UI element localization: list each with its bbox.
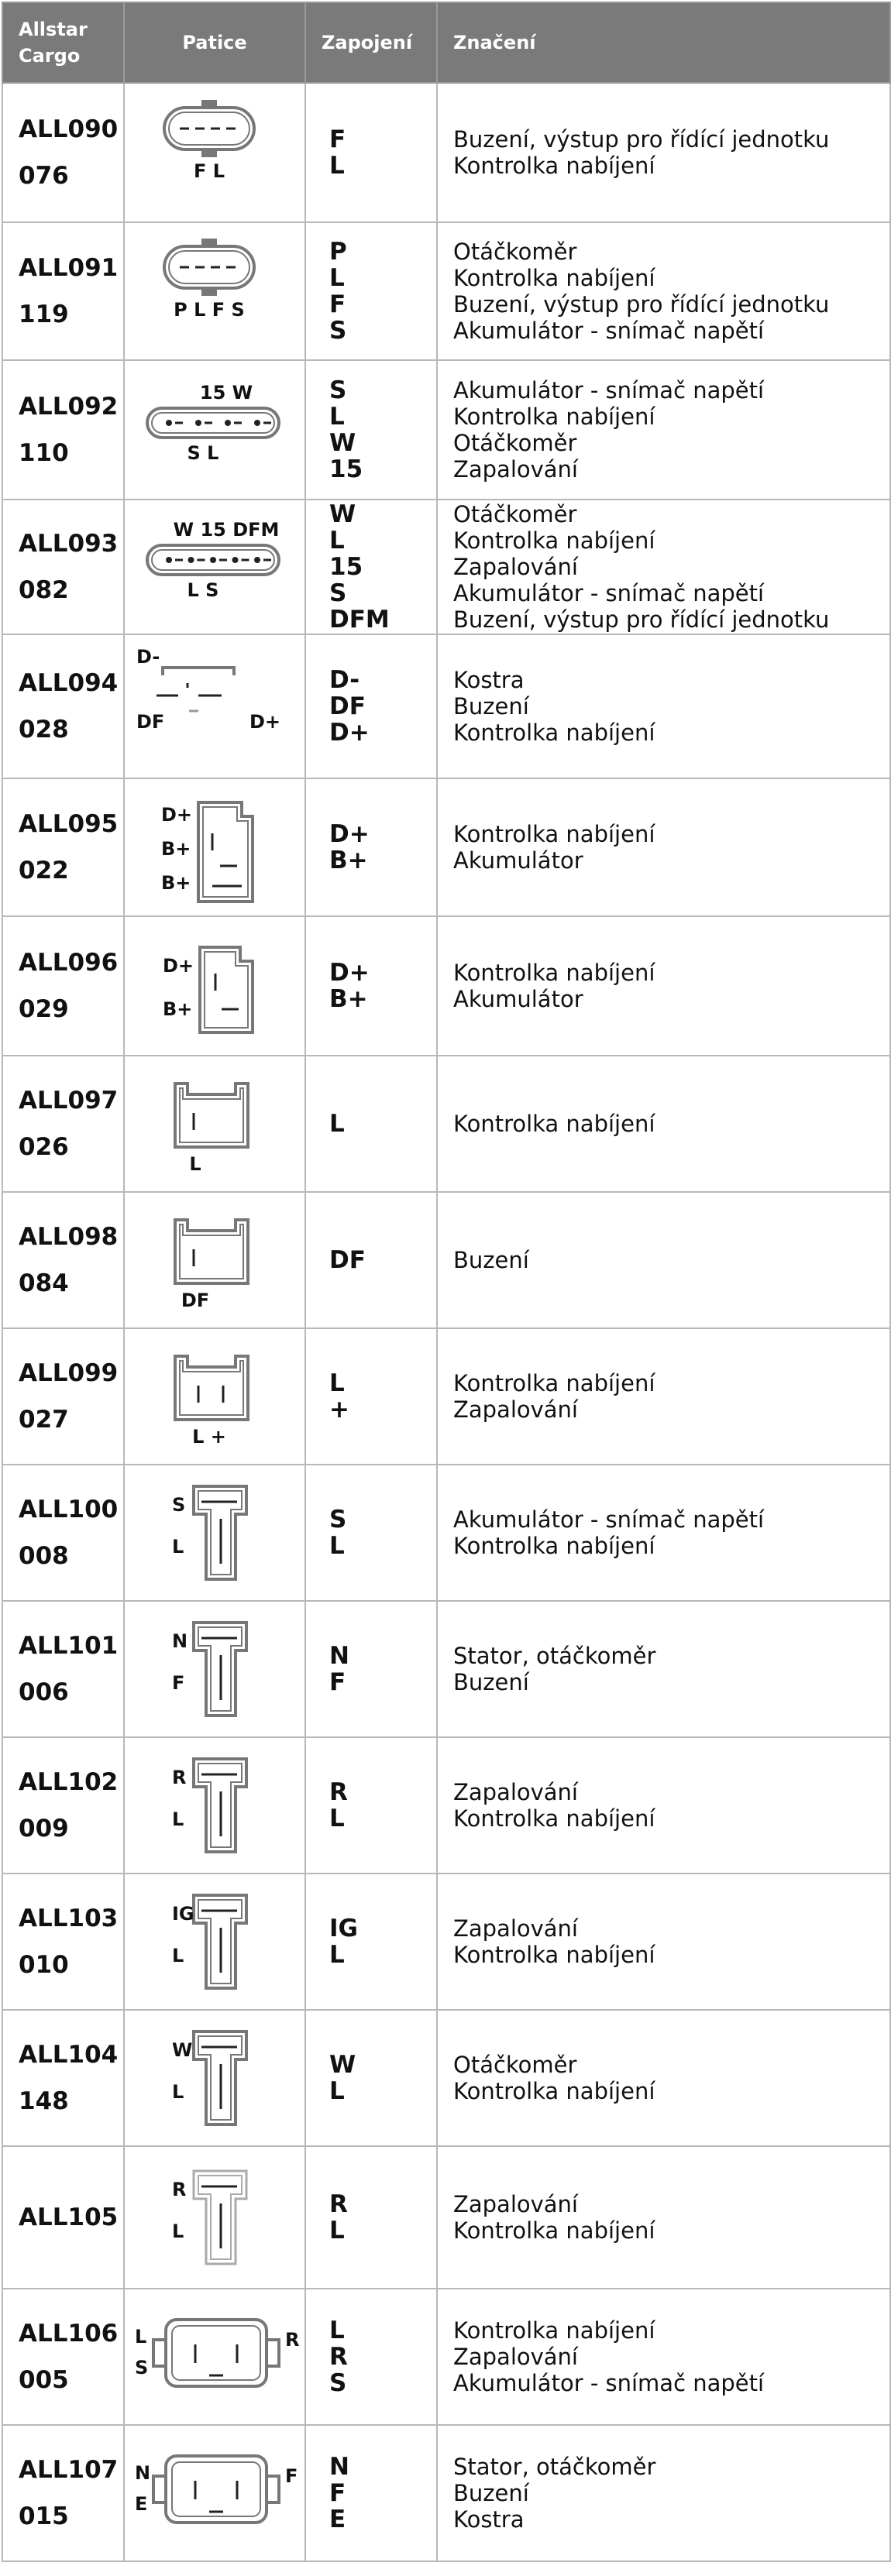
pin-meaning-line: Otáčkoměr [453,430,577,456]
part-code [2,2010,124,2146]
pin-wiring [305,634,437,778]
pin-meaning-line: Kontrolka nabíjení [453,1370,655,1396]
pin-code: R [329,2343,348,2371]
plug-pin-label: R [285,2329,300,2351]
pin-wiring [305,2425,437,2561]
connector-icon [126,1471,304,1595]
pin-code: D+ [329,719,370,747]
plug-pin-label: S L [187,442,219,464]
pin-meaning-line: Kontrolka nabíjení [453,1533,655,1559]
pin-meaning-line: Otáčkoměr [453,501,577,527]
plug-diagram [124,222,305,360]
table-row [2,2289,890,2425]
part-code-line: ALL096 [19,949,119,977]
part-code [2,1328,124,1465]
pin-code: L [329,264,345,292]
pin-code: 15 [329,553,363,581]
pin-meaning [437,2146,890,2289]
pin-meaning-line: Kontrolka nabíjení [453,1111,655,1137]
connector-icon [126,785,304,909]
plug-pin-label: B+ [161,838,191,860]
pin-meaning [437,778,890,916]
part-code-line: 028 [19,716,69,744]
plug-pin-label: P L F S [174,299,245,321]
plug-pin-label: L [135,2326,147,2348]
part-code-line: 084 [19,1269,69,1297]
pin-wiring [305,83,437,222]
pin-wiring [305,1737,437,1874]
plug-pin-label: L S [187,579,219,601]
pin-meaning-line: Akumulátor - snímač napětí [453,2370,765,2396]
pin-code: 15 [329,455,363,483]
table-row [2,2010,890,2146]
connector-outline [153,2456,279,2523]
pin-meaning-line: Buzení, výstup pro řídící jednotku [453,291,830,318]
connector-outline [194,1486,246,1579]
pin-code: W [329,2051,356,2079]
part-code [2,2425,124,2561]
plug-pin-label: D+ [161,804,193,826]
connector-icon [126,91,304,215]
pin-meaning-line: Kostra [453,667,525,693]
pin-meaning-line: Kontrolka nabíjení [453,527,655,554]
plug-pin-label: L [172,1808,184,1830]
pin-code: W [329,500,356,528]
part-code [2,2146,124,2289]
plug-pin-label: S [172,1494,186,1516]
part-code-line: ALL104 [19,2041,119,2069]
part-code-line: 027 [19,1406,69,1434]
plug-diagram [124,778,305,916]
part-code-line: 029 [19,995,69,1023]
pin-code: L [329,2217,345,2245]
connector-outline [194,1759,246,1852]
part-code-line: 119 [19,301,69,328]
pin-meaning-line: Akumulátor [453,986,583,1012]
part-code-line: ALL099 [19,1359,119,1387]
part-code-line: 022 [19,857,69,884]
pin-meaning-line: Zapalování [453,456,578,483]
part-code [2,1874,124,2010]
part-code-line: ALL090 [19,115,119,143]
pin-wiring [305,222,437,360]
connector-icon [126,2295,304,2419]
pin-code: F [329,125,346,153]
part-code-line: 010 [19,1951,69,1979]
pin-code: L [329,1805,345,1832]
connector-icon [126,505,304,629]
pin-meaning-line: Kontrolka nabíjení [453,720,655,746]
connector-outline [175,1356,248,1420]
pin-meaning-line: Buzení [453,1247,529,1273]
connector-icon [126,2016,304,2140]
part-code [2,1737,124,1874]
pin-wiring [305,916,437,1056]
part-code-line: ALL091 [19,254,119,282]
plug-diagram [124,916,305,1056]
plug-pin-label: L [172,2081,184,2103]
pin-meaning-line: Buzení, výstup pro řídící jednotku [453,126,830,153]
pin-meaning [437,1465,890,1601]
part-code [2,360,124,500]
connector-outline [164,240,254,294]
pin-meaning-line: Akumulátor - snímač napětí [453,1506,765,1533]
pin-wiring [305,1328,437,1465]
plug-pin-label: L [172,1536,184,1558]
pin-code: S [329,1506,347,1534]
plug-pin-label: N [135,2462,151,2484]
pin-meaning [437,1601,890,1737]
alternator-plug-table [2,2,891,2562]
part-code-line: 015 [19,2502,69,2530]
table-row [2,360,890,500]
plug-diagram [124,1465,305,1601]
pin-code: D+ [329,959,370,987]
pin-meaning-line: Kontrolka nabíjení [453,821,655,847]
pin-wiring [305,2289,437,2425]
header-plug: Patice [124,2,305,83]
pin-meaning [437,500,890,634]
connector-outline [194,2032,246,2124]
pin-meaning-line: Kontrolka nabíjení [453,2217,655,2244]
part-code-line: 008 [19,1542,69,1570]
plug-diagram [124,360,305,500]
pin-code: R [329,1778,348,1806]
connector-icon [126,1880,304,2004]
plug-pin-label: F [285,2465,298,2487]
table-row [2,1192,890,1328]
connector-icon [126,2155,304,2279]
connector-outline [164,101,254,156]
pin-meaning-line: Zapalování [453,1396,578,1423]
connector-outline [175,1084,248,1147]
connector-outline [194,1623,246,1716]
part-code-line: 076 [19,162,69,190]
pin-wiring [305,2146,437,2289]
pin-meaning [437,2010,890,2146]
pin-code: L [329,1532,345,1560]
pin-code: IG [329,1915,358,1942]
table-row [2,1737,890,1874]
table-row [2,778,890,916]
plug-diagram [124,1328,305,1465]
pin-code: P [329,238,347,266]
pin-wiring [305,1874,437,2010]
part-code-line: ALL093 [19,530,119,558]
table-row [2,2425,890,2561]
plug-pin-label: R [172,2179,187,2200]
plug-pin-label: N [172,1630,188,1652]
part-code-line: ALL105 [19,2203,119,2231]
pin-meaning-line: Akumulátor - snímač napětí [453,318,765,344]
plug-pin-label: D+ [163,955,194,977]
pin-code: L [329,152,345,180]
pin-meaning-line: Zapalování [453,2344,578,2370]
table-row [2,1328,890,1465]
pin-meaning [437,2425,890,2561]
part-code-line: ALL092 [19,393,119,421]
pin-meaning [437,222,890,360]
plug-pin-label: F [172,1672,185,1694]
part-code-line: ALL098 [19,1223,119,1251]
connector-outline [194,1895,246,1988]
part-code-line: 148 [19,2087,69,2115]
pin-code: L [329,1110,345,1138]
table-row [2,222,890,360]
pin-meaning-line: Akumulátor - snímač napětí [453,377,765,404]
pin-code: B+ [329,985,368,1013]
table-row [2,2146,890,2289]
pin-meaning-line: Buzení [453,1669,529,1695]
pin-meaning-line: Zapalování [453,2191,578,2217]
part-code [2,1465,124,1601]
pin-code: W [329,429,356,457]
table-row [2,634,890,778]
part-code-line: ALL095 [19,810,119,838]
part-code-line: 009 [19,1815,69,1843]
table-row [2,1465,890,1601]
pin-code: L [329,1941,345,1969]
pin-code: S [329,317,347,345]
part-code [2,2289,124,2425]
plug-pin-label: W [172,2039,193,2061]
pin-meaning-line: Otáčkoměr [453,2052,577,2078]
connector-outline [198,802,253,902]
pin-meaning-line: Stator, otáčkoměr [453,1643,656,1669]
plug-diagram [124,2010,305,2146]
pin-meaning [437,360,890,500]
connector-icon [126,1062,304,1186]
header-row [2,2,890,83]
connector-outline [147,408,279,438]
pin-code: R [329,2190,348,2218]
plug-pin-label: B+ [163,998,193,1020]
pin-code: D+ [329,820,370,848]
plug-diagram [124,2289,305,2425]
plug-diagram [124,500,305,634]
table-row [2,500,890,634]
pin-code: B+ [329,847,368,874]
pin-wiring [305,360,437,500]
plug-pin-label: W 15 DFM [173,519,280,541]
connector-outline [175,1220,248,1283]
part-code-line: ALL094 [19,669,119,697]
connector-icon [126,924,304,1048]
plug-diagram [124,1737,305,1874]
pin-meaning-line: Otáčkoměr [453,239,577,265]
pin-meaning [437,2289,890,2425]
part-code [2,1192,124,1328]
part-code-line: ALL103 [19,1905,119,1932]
part-code-line: ALL100 [19,1496,119,1523]
connector-icon [126,644,304,768]
plug-pin-label: L [172,1945,184,1966]
pin-wiring [305,1056,437,1192]
pin-code: L [329,527,345,555]
pin-code: E [329,2506,346,2533]
plug-pin-label: S [135,2357,149,2379]
pin-code: DFM [329,606,390,634]
connector-icon [126,2431,304,2555]
connector-outline [194,2171,246,2264]
pin-meaning-line: Buzení [453,693,529,720]
pin-wiring [305,2010,437,2146]
pin-code: N [329,2453,349,2481]
pin-meaning-line: Kontrolka nabíjení [453,2317,655,2344]
table-row [2,1601,890,1737]
part-code [2,83,124,222]
part-code [2,778,124,916]
plug-pin-label: D- [136,646,160,668]
part-code-line: 026 [19,1133,69,1161]
pin-meaning [437,1737,890,1874]
table-row [2,1056,890,1192]
part-code [2,222,124,360]
pin-code: S [329,376,347,404]
pin-meaning [437,1056,890,1192]
connector-icon [126,368,304,492]
connector-icon [126,1334,304,1458]
pin-wiring [305,1601,437,1737]
pin-code: S [329,2369,347,2397]
connector-outline [147,545,279,575]
plug-pin-label: R [172,1767,187,1788]
pin-meaning-line: Kontrolka nabíjení [453,404,655,430]
header-code: Allstar Cargo [2,2,124,83]
table-row [2,83,890,222]
pin-code: F [329,290,346,318]
pin-meaning-line: Buzení, výstup pro řídící jednotku [453,606,830,633]
plug-diagram [124,1192,305,1328]
pin-code: DF [329,1246,366,1274]
plug-pin-label: L [189,1153,201,1175]
pin-meaning-line: Akumulátor - snímač napětí [453,580,765,606]
pin-wiring [305,1192,437,1328]
pin-meaning-line: Buzení [453,2480,529,2506]
pin-code: S [329,579,347,607]
part-code-line: 082 [19,576,69,604]
part-code-line: 006 [19,1678,69,1706]
pin-meaning-line: Kontrolka nabíjení [453,2078,655,2104]
plug-diagram [124,634,305,778]
pin-meaning [437,1328,890,1465]
connector-outline [157,668,234,711]
pin-meaning-line: Kontrolka nabíjení [453,960,655,986]
plug-diagram [124,1056,305,1192]
pin-meaning-line: Zapalování [453,554,578,580]
pin-meaning-line: Kontrolka nabíjení [453,153,655,179]
part-code-line: ALL107 [19,2456,119,2484]
pin-wiring [305,1465,437,1601]
connector-outline [200,947,253,1032]
pin-meaning [437,916,890,1056]
connector-icon [126,229,304,353]
table-row [2,916,890,1056]
part-code [2,500,124,634]
pin-meaning-line: Stator, otáčkoměr [453,2454,656,2480]
plug-pin-label: D+ [249,711,281,733]
pin-meaning-line: Zapalování [453,1779,578,1805]
pin-meaning [437,1874,890,2010]
part-code-line: 005 [19,2366,69,2394]
plug-pin-label: IG [172,1903,194,1925]
part-code-line: ALL106 [19,2320,119,2348]
pin-code: L [329,2317,345,2344]
header-wiring: Zapojení [305,2,437,83]
header-meaning: Značení [437,2,890,83]
connector-icon [126,1607,304,1731]
pin-code: F [329,2479,346,2507]
pin-meaning [437,634,890,778]
plug-pin-label: F L [193,160,225,182]
table-row [2,1874,890,2010]
plug-diagram [124,1601,305,1737]
pin-code: + [329,1396,349,1424]
plug-pin-label: L + [192,1426,226,1448]
plug-diagram [124,2425,305,2561]
plug-diagram [124,83,305,222]
plug-pin-label: 15 W [199,382,253,404]
plug-diagram [124,2146,305,2289]
part-code-line: ALL102 [19,1768,119,1796]
pin-meaning-line: Akumulátor [453,847,583,874]
pin-code: L [329,2077,345,2105]
plug-pin-label: DF [136,711,165,733]
pin-code: N [329,1642,349,1670]
connector-outline [153,2320,279,2386]
pin-meaning-line: Kontrolka nabíjení [453,1942,655,1968]
part-code [2,916,124,1056]
part-code-line: ALL097 [19,1087,119,1115]
plug-pin-label: E [135,2493,148,2515]
pin-code: D- [329,666,360,694]
plug-pin-label: B+ [161,872,191,894]
part-code [2,1601,124,1737]
connector-icon [126,1198,304,1322]
part-code-line: 110 [19,439,69,467]
pin-code: F [329,1668,346,1696]
plug-diagram [124,1874,305,2010]
connector-icon [126,1743,304,1867]
pin-meaning-line: Kontrolka nabíjení [453,1805,655,1832]
pin-code: L [329,403,345,431]
pin-meaning-line: Kostra [453,2506,525,2533]
pin-meaning [437,83,890,222]
pin-wiring [305,500,437,634]
pin-meaning [437,1192,890,1328]
pin-code: DF [329,692,366,720]
pin-meaning-line: Zapalování [453,1915,578,1942]
plug-pin-label: DF [181,1290,210,1311]
part-code [2,1056,124,1192]
pin-code: L [329,1369,345,1397]
part-code [2,634,124,778]
plug-pin-label: L [172,2221,184,2242]
pin-wiring [305,778,437,916]
part-code-line: ALL101 [19,1632,119,1660]
pin-meaning-line: Kontrolka nabíjení [453,265,655,291]
